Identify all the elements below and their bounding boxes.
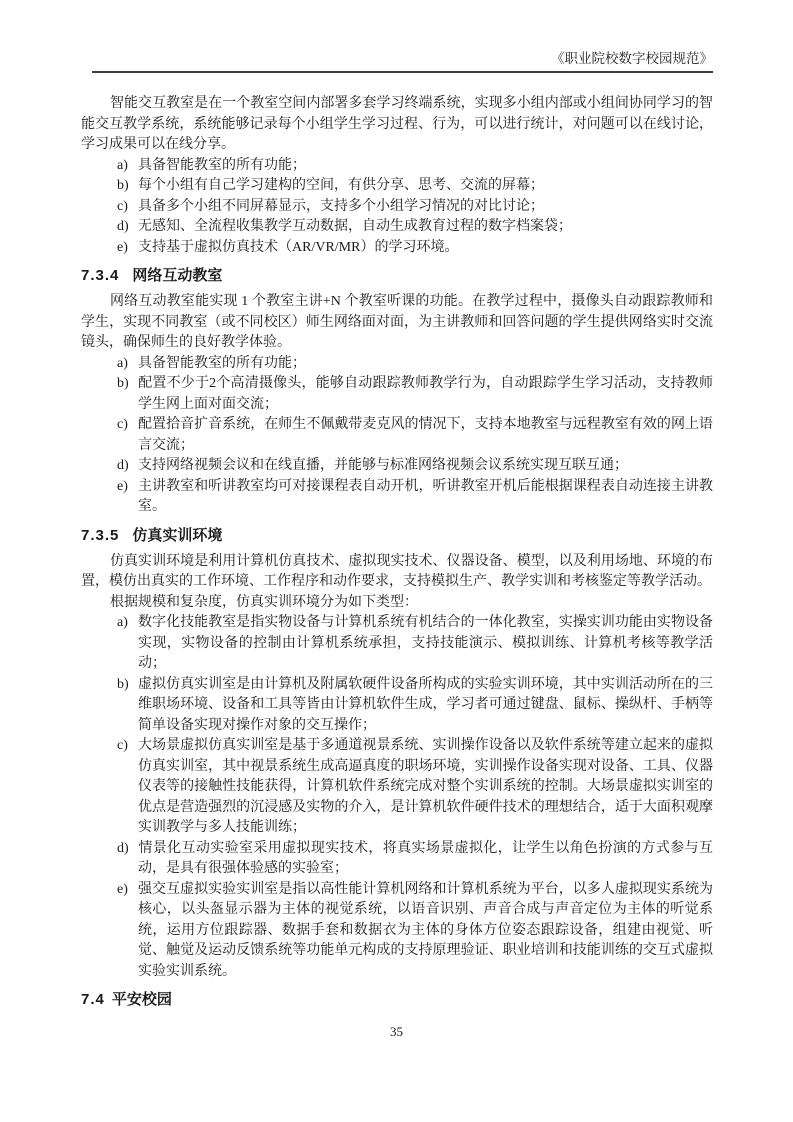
- list-item-text: 支持网络视频会议和在线直播，并能够与标准网络视频会议系统实现互联互通；: [138, 458, 628, 473]
- header-rule: [92, 71, 713, 73]
- section-number: 7.4: [81, 991, 105, 1008]
- section-title: 平安校园: [111, 991, 172, 1008]
- list-item-label: a): [117, 157, 128, 173]
- page-number: 35: [390, 1024, 403, 1039]
- list-item-text: 配置不少于2个高清摄像头，能够自动跟踪教师教学行为，自动跟踪学生学习活动，支持教师学生网上面对面交流；: [138, 376, 713, 412]
- page-footer: [0, 1024, 793, 1040]
- section-heading-7-3-4: [81, 266, 713, 286]
- list-item: [117, 880, 713, 983]
- list-item-text: 具备智能教室的所有功能；: [138, 355, 306, 371]
- list-item-text: 无感知、全流程收集教学互动数据，自动生成教育过程的数字档案袋；: [138, 219, 572, 234]
- section-7-3-5-paragraph-1: 仿真实训环境是利用计算机仿真技术、虚拟现实技术、仪器设备、模型，以及利用场地、环境的布置，模仿出真实的工作环境、工作程序和动作要求，支持模拟生产、教学实训和考核鉴定等教学活动。: [81, 553, 713, 589]
- list-item: [117, 354, 713, 375]
- list-item: [117, 156, 713, 177]
- list-item-label: c): [117, 198, 128, 214]
- list-item-text: 具备智能教室的所有功能；: [138, 157, 306, 173]
- list-item-text: 大场景虚拟仿真实训室是基于多通道视景系统、实训操作设备以及软件系统等建立起来的虚拟仿真实训室，其中视景系统生成高逼真度的职场环境，实训操作设备实现对设备、工具、仪器仪表等的接触性技能获得，计算机软件系统完成对整个实训系统的控制。大场景虚拟实训室的优点是营造强烈的沉浸感及实物的介入，是计算机软件硬件技术的理想结合，适于大面积观摩实训教学与多人技能训练；: [138, 738, 713, 835]
- intro-list: [81, 156, 713, 259]
- list-item-text: 主讲教室和听讲教室均可对接课程表自动开机，听讲教室开机后能根据课程表自动连接主讲教室。: [138, 478, 713, 514]
- section-7-3-5-list: [81, 613, 713, 982]
- list-item-label: a): [117, 355, 128, 371]
- section-title: 网络互动教室: [132, 267, 223, 284]
- section-heading-7-3-5: [81, 526, 713, 546]
- list-item-label: b): [117, 376, 129, 391]
- section-7-3-5-paragraph-2: 根据规模和复杂度，仿真实训环境分为如下类型：: [110, 594, 418, 610]
- section-7-3-4-paragraph: 网络互动教室能实现 1 个教室主讲+N 个教室听课的功能。在教学过程中，摄像头自动跟踪教师和学生，实现不同教室（或不同校区）师生网络面对面，为主讲教师和回答问题的学生提供网络实时交流镜头，确保师生的良好教学体验。: [81, 294, 713, 350]
- section-heading-7-4: [81, 990, 713, 1010]
- list-item-label: c): [117, 417, 128, 432]
- list-item: [117, 456, 713, 477]
- list-item: [117, 613, 713, 675]
- list-item-text: 数字化技能教室是指实物设备与计算机系统有机结合的一体化教室，实操实训功能由实物设备实现，实物设备的控制由计算机系统承担，支持技能演示、模拟训练、计算机考核等教学活动；: [138, 615, 713, 671]
- list-item: [117, 415, 713, 456]
- section-number: 7.3.4: [81, 267, 120, 284]
- section-title: 仿真实训环境: [132, 526, 223, 544]
- list-item: [117, 736, 713, 839]
- list-item-label: b): [117, 676, 129, 692]
- header-title: 《职业院校数字校园规范》: [551, 51, 713, 66]
- list-item-label: e): [117, 478, 128, 494]
- list-item-label: c): [117, 738, 128, 753]
- list-item-text: 虚拟仿真实训室是由计算机及附属软硬件设备所构成的实验实训环境，其中实训活动所在的三维职场环境、设备和工具等皆由计算机软件生成，学习者可通过键盘、鼠标、操纵杆、手柄等简单设备实现对操作对象的交互操作；: [138, 676, 713, 733]
- list-item-label: d): [117, 840, 129, 856]
- list-item-label: b): [117, 178, 129, 193]
- list-item: [117, 176, 713, 197]
- list-item: [117, 217, 713, 238]
- section-number: 7.3.5: [81, 526, 120, 544]
- list-item: [117, 839, 713, 880]
- intro-paragraph: 智能交互教室是在一个教室空间内部署多套学习终端系统，实现多小组内部或小组间协同学习的智能交互教学系统，系统能够记录每个小组学生学习过程、行为，可以进行统计，对问题可以在线讨论，学习成果可以在线分享。: [81, 96, 713, 152]
- list-item-label: e): [117, 881, 128, 897]
- list-item-text: 情景化互动实验室采用虚拟现实技术，将真实场景虚拟化，让学生以角色扮演的方式参与互动，是具有很强体验感的实验室；: [138, 840, 713, 876]
- page-content: [81, 94, 713, 1016]
- list-item: [117, 477, 713, 518]
- list-item: [117, 675, 713, 737]
- list-item: [117, 238, 713, 259]
- list-item-label: d): [117, 458, 129, 473]
- list-item-text: 配置拾音扩音系统，在师生不佩戴带麦克风的情况下，支持本地教室与远程教室有效的网上语言交流；: [138, 417, 713, 453]
- list-item: [117, 374, 713, 415]
- section-7-3-4-list: [81, 354, 713, 518]
- list-item-text: 强交互虚拟实验实训室是指以高性能计算机网络和计算机系统为平台，以多人虚拟现实系统为核心，以头盔显示器为主体的视觉系统，以语音识别、声音合成与声音定位为主体的听觉系统，运用方位跟踪器、数据手套和数据衣为主体的身体方位姿态跟踪设备，组建由视觉、听觉、触觉及运动反馈系统等功能单元构成的支持原理验证、职业培训和技能训练的交互式虚拟实验实训系统。: [138, 881, 713, 979]
- list-item-label: a): [117, 615, 128, 630]
- list-item: [117, 197, 713, 218]
- list-item-label: e): [117, 239, 128, 255]
- list-item-text: 每个小组有自己学习建构的空间，有供分享、思考、交流的屏幕；: [138, 178, 544, 193]
- list-item-text: 具备多个小组不同屏幕显示，支持多个小组学习情况的对比讨论；: [138, 198, 544, 214]
- list-item-label: d): [117, 219, 129, 234]
- list-item-text: 支持基于虚拟仿真技术（AR/VR/MR）的学习环境。: [138, 239, 459, 255]
